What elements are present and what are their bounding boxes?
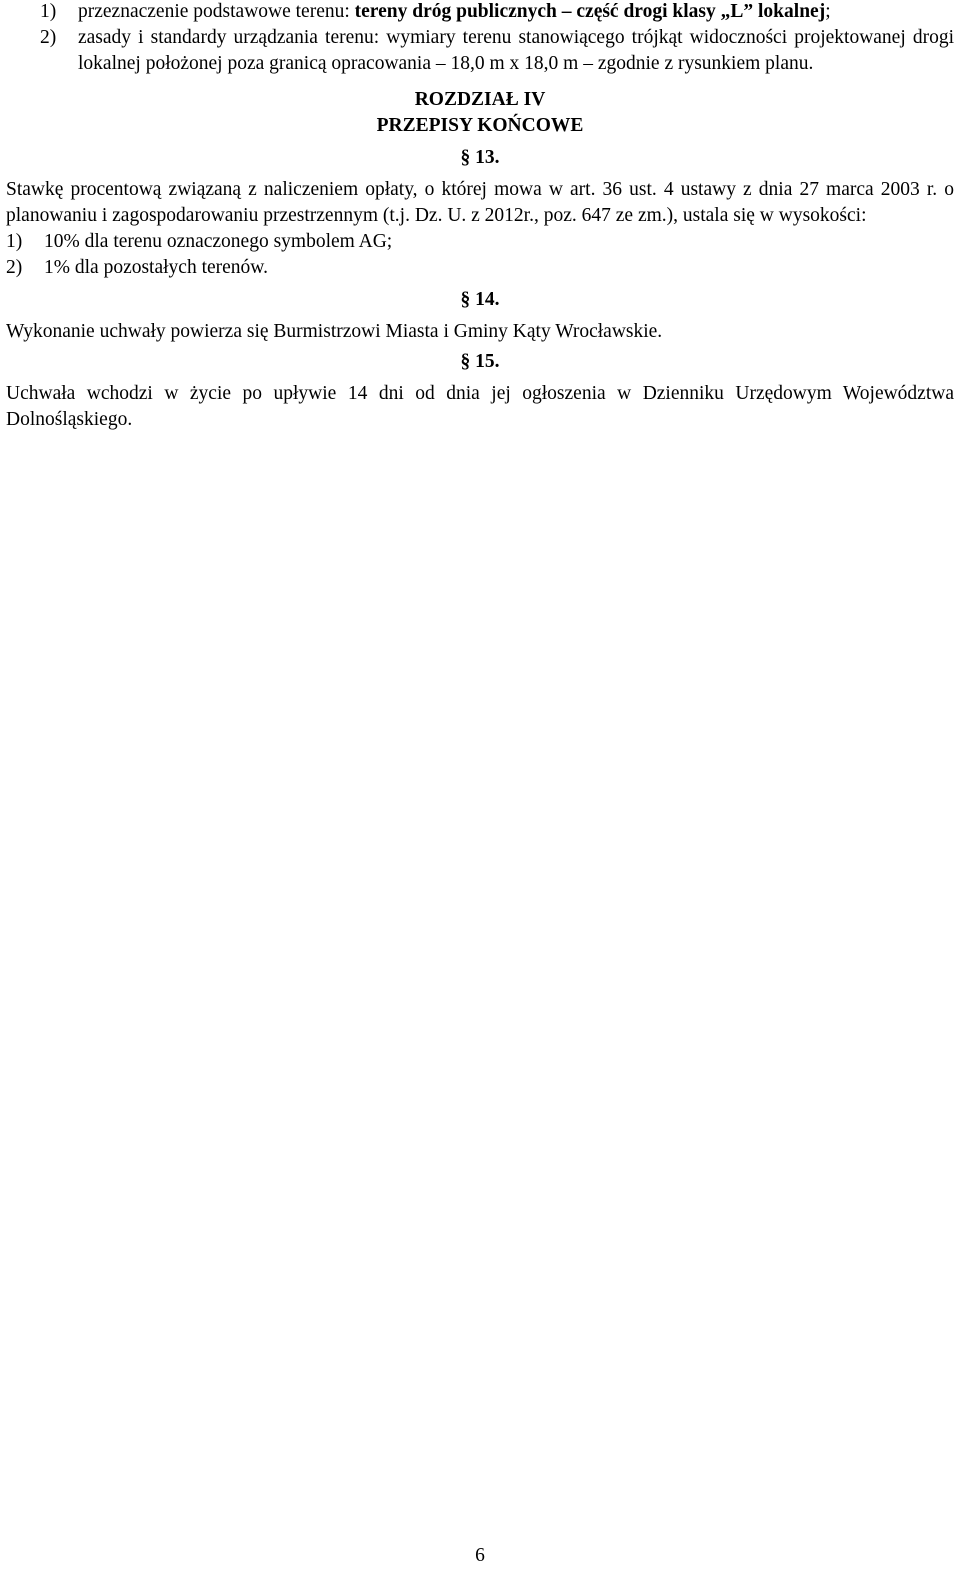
list-item-plain-text: przeznaczenie podstawowe terenu: — [78, 1, 355, 22]
list-item-number: 2) — [6, 257, 23, 278]
list-item-number: 2) — [40, 27, 57, 48]
section-15-label: § 15. — [460, 351, 500, 372]
list-item-text: 1% dla pozostałych terenów. — [44, 257, 268, 278]
list-item-text: 10% dla terenu oznaczonego symbolem AG; — [44, 231, 393, 252]
section-13-label: § 13. — [460, 147, 500, 168]
list-item — [6, 25, 954, 77]
chapter-subtitle: PRZEPISY KOŃCOWE — [376, 115, 584, 136]
chapter-title: ROZDZIAŁ IV — [414, 89, 546, 110]
document-page — [6, 0, 954, 433]
section-14-label: § 14. — [460, 289, 500, 310]
list-item-number: 1) — [6, 231, 23, 252]
list-item-number: 1) — [40, 1, 57, 22]
regulation-list — [6, 0, 954, 77]
section-13-text: Stawkę procentową związaną z naliczeniem opłaty, o której mowa w art. 36 ust. 4 ustawy z dnia 27 marca 2003 r. o planowaniu i zagospodarowaniu przestrzennym (t.j. Dz. U. z 2012r., poz. 647 ze zm.), ustala się w wysokości: — [6, 179, 954, 226]
section-13-list — [6, 229, 954, 281]
page-number: 6 — [475, 1545, 485, 1566]
section-15-text: Uchwała wchodzi w życie po upływie 14 dni od dnia jej ogłoszenia w Dzienniku Urzędowym Województwa Dolnośląskiego. — [6, 383, 954, 430]
list-item-text — [78, 0, 954, 25]
list-item-tail-text: ; — [825, 1, 831, 22]
section-14-text: Wykonanie uchwały powierza się Burmistrzowi Miasta i Gminy Kąty Wrocławskie. — [6, 321, 663, 342]
list-item-bold-text: tereny dróg publicznych – część drogi klasy „L” lokalnej — [354, 1, 826, 22]
list-item — [6, 255, 954, 281]
list-item-text: zasady i standardy urządzania terenu: wymiary terenu stanowiącego trójkąt widoczności projektowanej drogi lokalnej położonej poza granicą opracowania – 18,0 m x 18,0 m – zgodnie z rysunkiem planu. — [78, 27, 954, 74]
list-item — [6, 0, 954, 25]
list-item — [6, 229, 954, 255]
